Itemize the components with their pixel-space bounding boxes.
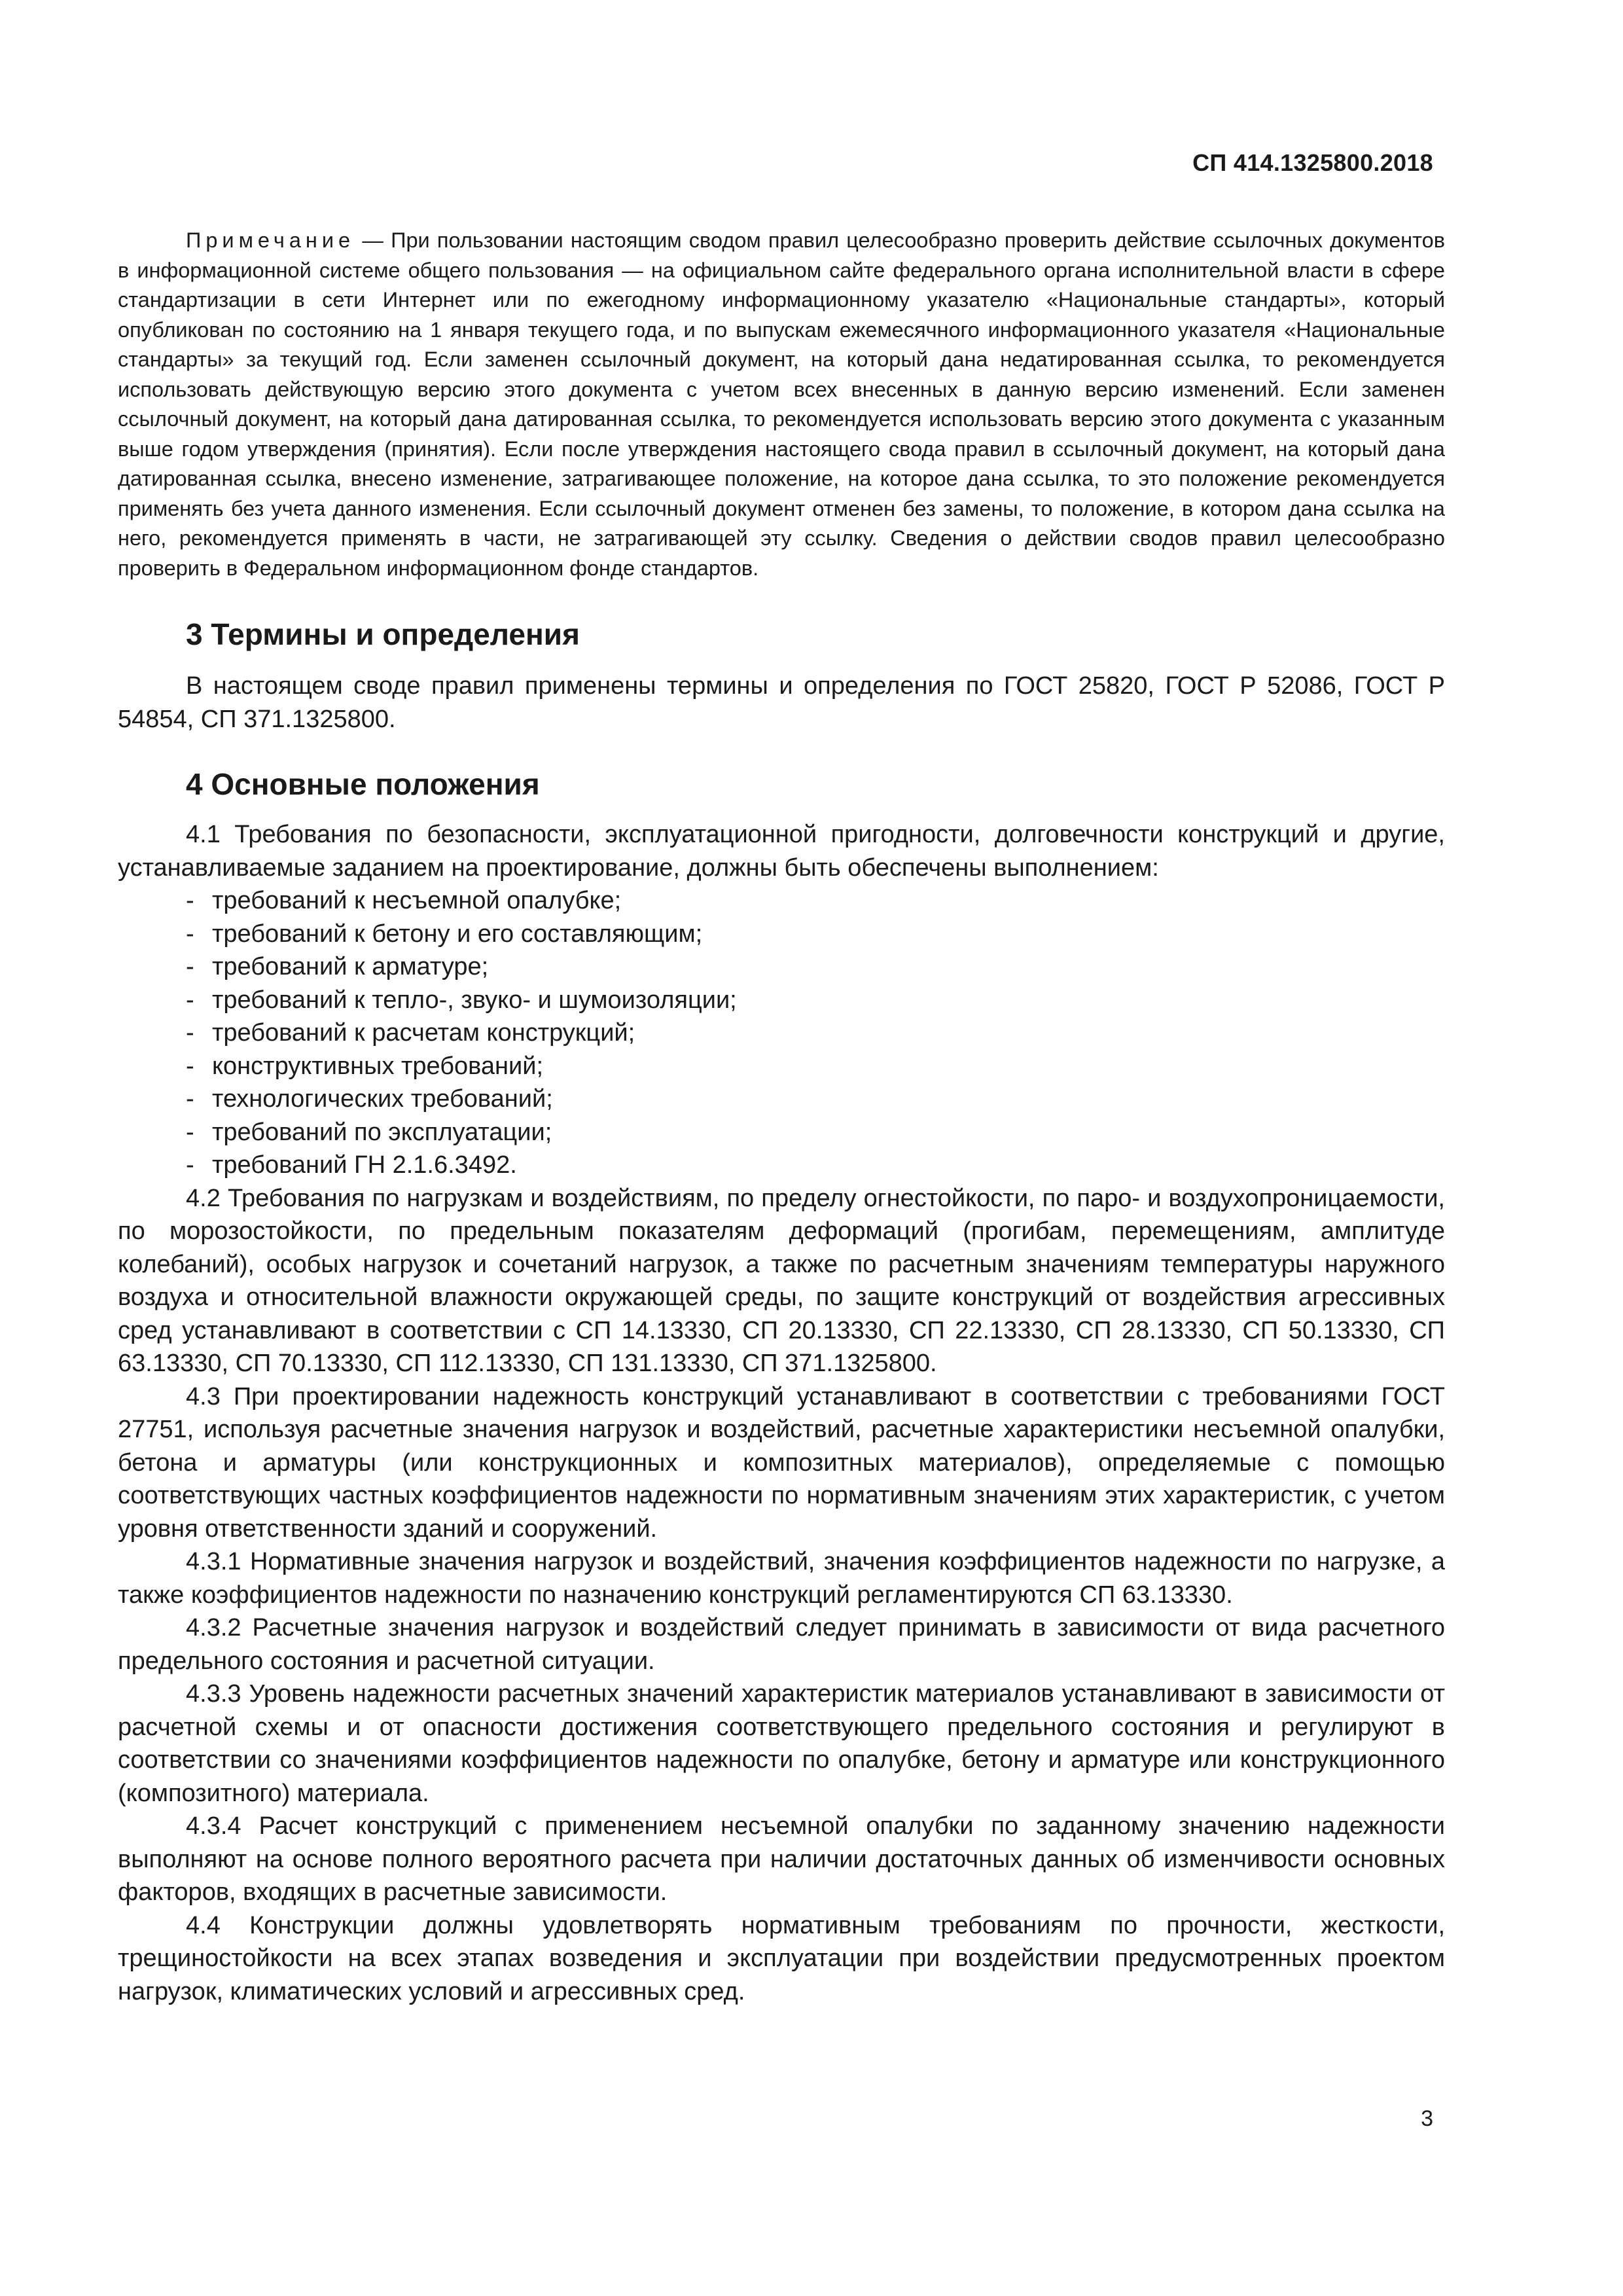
list-marker: -	[186, 1151, 194, 1179]
list-item: - требований ГН 2.1.6.3492.	[118, 1149, 1445, 1182]
requirements-list	[118, 884, 1445, 1182]
paragraph-4-4: 4.4 Конструкции должны удовлетворять нормативным требованиям по прочности, жесткости, трещиностойкости на всех этапах возведения и эксплуатации при воздействии предусмотренных проектом нагрузок, климатических условий и агрессивных сред.	[118, 1911, 1445, 2005]
page-content	[118, 226, 1445, 2008]
paragraph-4-3-1: 4.3.1 Нормативные значения нагрузок и воздействий, значения коэффициентов надежности по нагрузке, а также коэффициентов надежности по назначению конструкций регламентируются СП 63.13330.	[118, 1548, 1445, 1609]
section-4-heading: 4 Основные положения	[186, 767, 540, 801]
note-label: Примечание	[186, 228, 355, 252]
list-item: - требований к тепло-, звуко- и шумоизоляции;	[118, 984, 1445, 1017]
list-marker: -	[186, 1118, 194, 1146]
page-number: 3	[1421, 2106, 1433, 2131]
paragraph-4-1: 4.1 Требования по безопасности, эксплуатационной пригодности, долговечности конструкций и другие, устанавливаемые заданием на проектирование, должны быть обеспечены выполнением:	[118, 821, 1445, 882]
list-item: - требований к расчетам конструкций;	[118, 1016, 1445, 1050]
note-text: — При пользовании настоящим сводом правил целесообразно проверить действие ссылочных документов в информационной системе общего пользования — на официальном сайте федерального органа исполнительной власти в сфере стандартизации в сети Интернет или по ежегодному информационному указателю «Национальные стандарты», который опубликован по состоянию на 1 января текущего года, и по выпускам ежемесячного информационного указателя «Национальные стандарты» за текущий год. Если заменен ссылочный документ, на который дана недатированная ссылка, то рекомендуется использовать действующую версию этого документа с учетом всех внесенных в данную версию изменений. Если заменен ссылочный документ, на который дана датированная ссылка, то рекомендуется использовать версию этого документа с указанным выше годом утверждения (принятия). Если после утверждения настоящего свода правил в ссылочный документ, на который дана датированная ссылка, внесено изменение, затрагивающее положение, на которое дана ссылка, то это положение рекомендуется применять без учета данного изменения. Если ссылочный документ отменен без замены, то положение, в котором дана ссылка на него, рекомендуется применять в части, не затрагивающей эту ссылку. Сведения о действии сводов правил целесообразно проверить в Федеральном информационном фонде стандартов.	[118, 228, 1445, 580]
list-item: - требований к несъемной опалубке;	[118, 884, 1445, 918]
list-marker: -	[186, 953, 194, 980]
list-item: - требований по эксплуатации;	[118, 1116, 1445, 1149]
section-3-heading: 3 Термины и определения	[186, 617, 580, 651]
paragraph-4-2: 4.2 Требования по нагрузкам и воздействиям, по пределу огнестойкости, по паро- и воздухопроницаемости, по морозостойкости, по предельным показателям деформаций (прогибам, перемещениям, амплитуде колебаний), особых нагрузок и сочетаний нагрузок, а также по расчетным значениям температуры наружного воздуха и относительной влажности окружающей среды, по защите конструкций от воздействия агрессивных сред устанавливают в соответствии с СП 14.13330, СП 20.13330, СП 22.13330, СП 28.13330, СП 50.13330, СП 63.13330, СП 70.13330, СП 112.13330, СП 131.13330, СП 371.1325800.	[118, 1184, 1445, 1377]
list-marker: -	[186, 986, 194, 1014]
section-3-text: В настоящем своде правил применены термины и определения по ГОСТ 25820, ГОСТ Р 52086, ГОСТ Р 54854, СП 371.1325800.	[118, 672, 1445, 733]
paragraph-4-3: 4.3 При проектировании надежность конструкций устанавливают в соответствии с требованиями ГОСТ 27751, используя расчетные значения нагрузок и воздействий, расчетные характеристики несъемной опалубки, бетона и арматуры (или конструкционных и композитных материалов), определяемые с помощью соответствующих частных коэффициентов надежности по нормативным значениям этих характеристик, с учетом уровня ответственности зданий и сооружений.	[118, 1382, 1445, 1543]
list-marker: -	[186, 1052, 194, 1080]
list-item: - требований к бетону и его составляющим;	[118, 918, 1445, 951]
list-marker: -	[186, 920, 194, 948]
list-marker: -	[186, 887, 194, 914]
paragraph-4-3-3: 4.3.3 Уровень надежности расчетных значений характеристик материалов устанавливают в зависимости от расчетной схемы и от опасности достижения соответствующего предельного состояния и регулируют в соответствии со значениями коэффициентов надежности по опалубке, бетону и арматуре или конструкционного (композитного) материала.	[118, 1680, 1445, 1807]
list-item: - требований к арматуре;	[118, 950, 1445, 984]
list-item: - технологических требований;	[118, 1083, 1445, 1116]
document-code: СП 414.1325800.2018	[1192, 149, 1433, 176]
list-marker: -	[186, 1085, 194, 1113]
paragraph-4-3-2: 4.3.2 Расчетные значения нагрузок и воздействий следует принимать в зависимости от вида расчетного предельного состояния и расчетной ситуации.	[118, 1614, 1445, 1675]
list-item: - конструктивных требований;	[118, 1050, 1445, 1083]
list-marker: -	[186, 1019, 194, 1047]
paragraph-4-3-4: 4.3.4 Расчет конструкций с применением несъемной опалубки по заданному значению надежности выполняют на основе полного вероятного расчета при наличии достаточных данных об изменчивости основных факторов, входящих в расчетные зависимости.	[118, 1812, 1445, 1906]
reference-note	[118, 226, 1445, 583]
